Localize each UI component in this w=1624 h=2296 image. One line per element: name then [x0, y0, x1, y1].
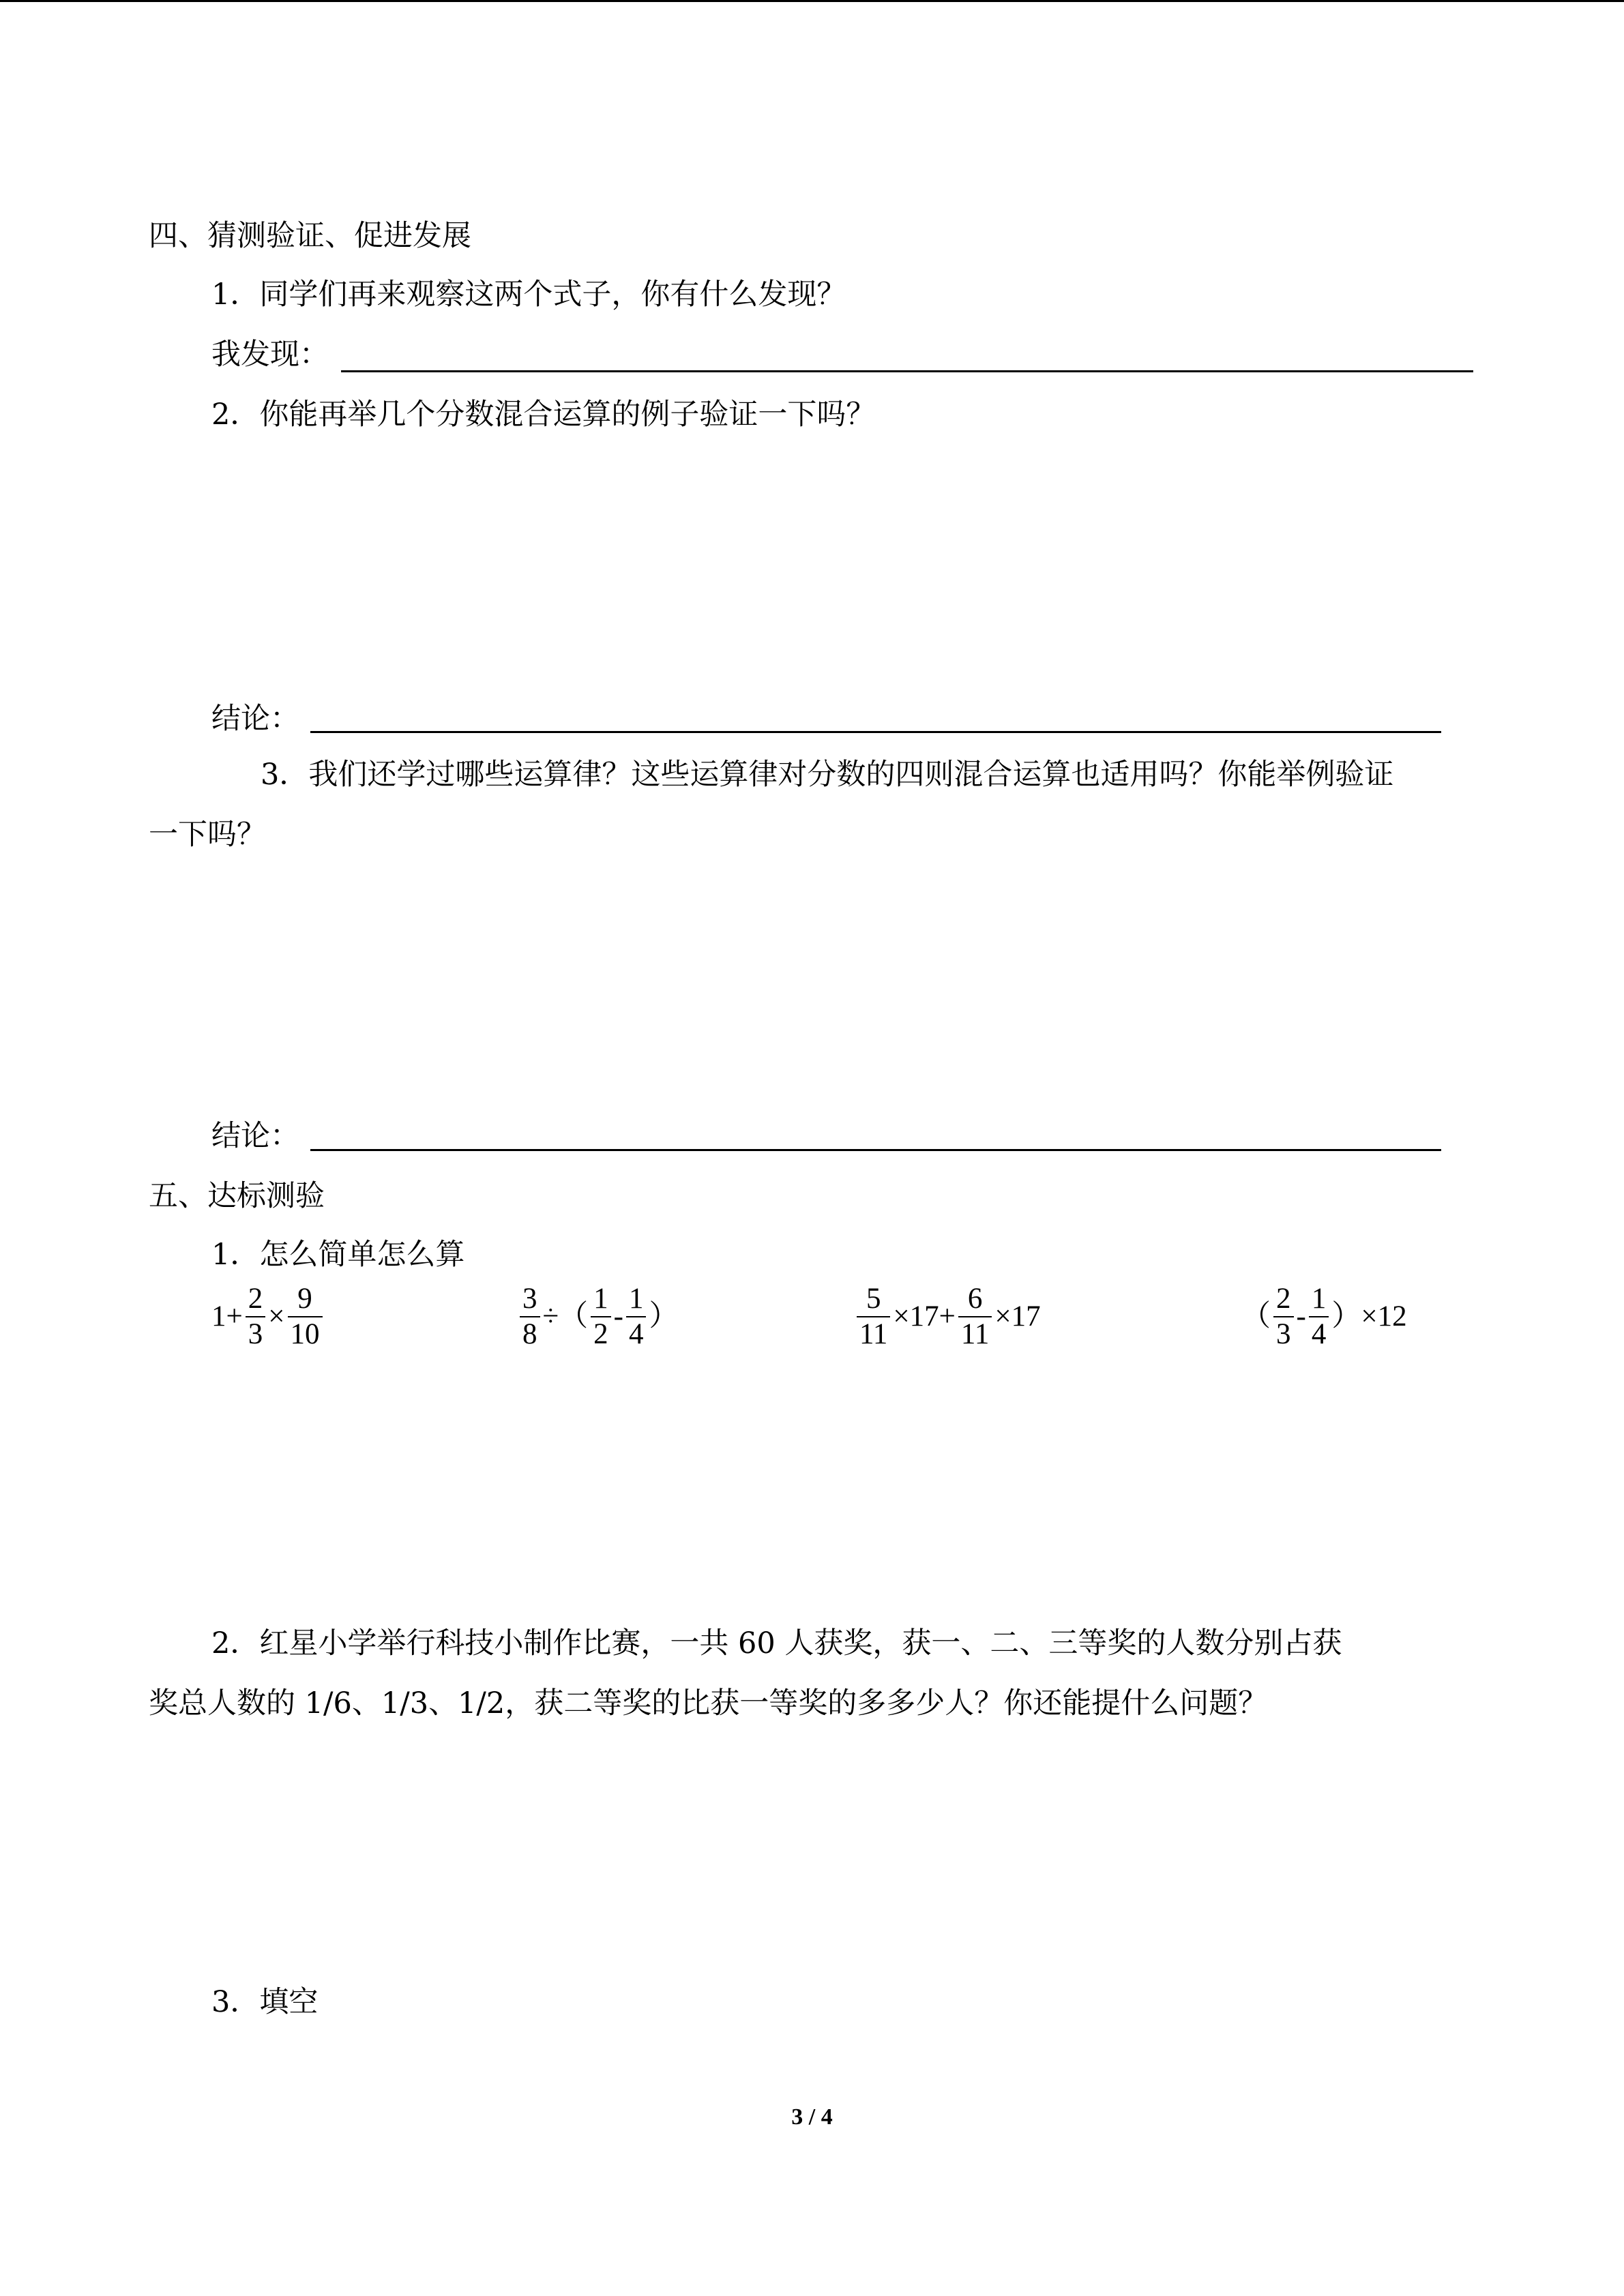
- expr3-middle: ×17+: [893, 1300, 956, 1332]
- expr3-end: ×17: [994, 1300, 1041, 1332]
- conclusion-2-answer-line[interactable]: [310, 1149, 1441, 1151]
- expr3-f1-denominator: 11: [859, 1318, 888, 1350]
- expr4-end: ）×12: [1331, 1300, 1407, 1332]
- expr4-f1-denominator: 3: [1276, 1318, 1291, 1350]
- conclusion-1-answer-line[interactable]: [310, 731, 1441, 733]
- expr2-close: ）: [649, 1300, 679, 1332]
- question-5-1: 1．怎么简单怎么算: [211, 1238, 465, 1272]
- question-4-3-line2: 一下吗？: [149, 818, 266, 852]
- expr4-fraction-1: [1273, 1282, 1294, 1352]
- expr4-f2-numerator: 1: [1309, 1282, 1329, 1317]
- discovery-answer-line[interactable]: [341, 370, 1473, 372]
- expr2-fraction-3: [626, 1282, 647, 1352]
- expr1-operator: ×: [268, 1300, 285, 1332]
- expr3-f2-numerator: 6: [958, 1282, 992, 1317]
- expr4-minus: -: [1296, 1300, 1306, 1332]
- section-4-title: 四、猜测验证、促进发展: [149, 219, 471, 253]
- expr3-fraction-1: [857, 1282, 890, 1352]
- expression-1: [211, 1282, 325, 1352]
- expr2-f3-denominator: 4: [628, 1318, 644, 1350]
- expr1-f2-denominator: 10: [290, 1318, 320, 1350]
- expr1-f1-numerator: 2: [246, 1282, 266, 1317]
- expr4-fraction-2: [1309, 1282, 1329, 1352]
- expr2-minus: -: [613, 1300, 623, 1332]
- expression-2: [517, 1282, 678, 1352]
- expr4-f1-numerator: 2: [1273, 1282, 1294, 1317]
- expr2-f2-numerator: 1: [591, 1282, 611, 1317]
- expr1-fraction-1: [246, 1282, 266, 1352]
- expr1-f2-numerator: 9: [288, 1282, 323, 1317]
- expr4-open: （: [1241, 1300, 1271, 1332]
- expr3-fraction-2: [958, 1282, 992, 1352]
- expr2-divide-open: ÷（: [542, 1300, 589, 1332]
- expr4-f2-denominator: 4: [1311, 1318, 1327, 1350]
- expr2-fraction-2: [591, 1282, 611, 1352]
- discovery-label: 我发现：: [211, 338, 329, 372]
- expr1-f1-denominator: 3: [248, 1318, 263, 1350]
- question-4-2: 2．你能再举几个分数混合运算的例子验证一下吗？: [211, 398, 876, 432]
- conclusion-1-label: 结论：: [211, 702, 299, 736]
- expr3-f2-denominator: 11: [960, 1318, 990, 1350]
- expr2-f1-denominator: 8: [522, 1318, 537, 1350]
- expr2-f3-numerator: 1: [626, 1282, 647, 1317]
- expr1-prefix: 1+: [211, 1300, 243, 1332]
- question-5-2-line1: 2．红星小学举行科技小制作比赛，一共 60 人获奖，获一、二、三等奖的人数分别占获: [211, 1626, 1342, 1660]
- expr1-fraction-2: [288, 1282, 323, 1352]
- expression-4: [1241, 1282, 1407, 1352]
- expr2-f2-denominator: 2: [593, 1318, 608, 1350]
- page-number: 3 / 4: [791, 2104, 833, 2130]
- question-5-3: 3．填空: [211, 1985, 319, 2019]
- expr3-f1-numerator: 5: [857, 1282, 890, 1317]
- conclusion-2-label: 结论：: [211, 1119, 299, 1153]
- question-4-1: 1．同学们再来观察这两个式子，你有什么发现？: [211, 278, 846, 312]
- expr2-f1-numerator: 3: [520, 1282, 540, 1317]
- question-5-2-line2: 奖总人数的 1/6、1/3、1/2，获二等奖的比获一等奖的多多少人？你还能提什么问题？: [149, 1686, 1268, 1720]
- expression-3: [854, 1282, 1041, 1352]
- question-4-3-line1: 3．我们还学过哪些运算律？这些运算律对分数的四则混合运算也适用吗？你能举例验证: [261, 758, 1394, 792]
- expr2-fraction-1: [520, 1282, 540, 1352]
- section-5-title: 五、达标测验: [149, 1179, 325, 1213]
